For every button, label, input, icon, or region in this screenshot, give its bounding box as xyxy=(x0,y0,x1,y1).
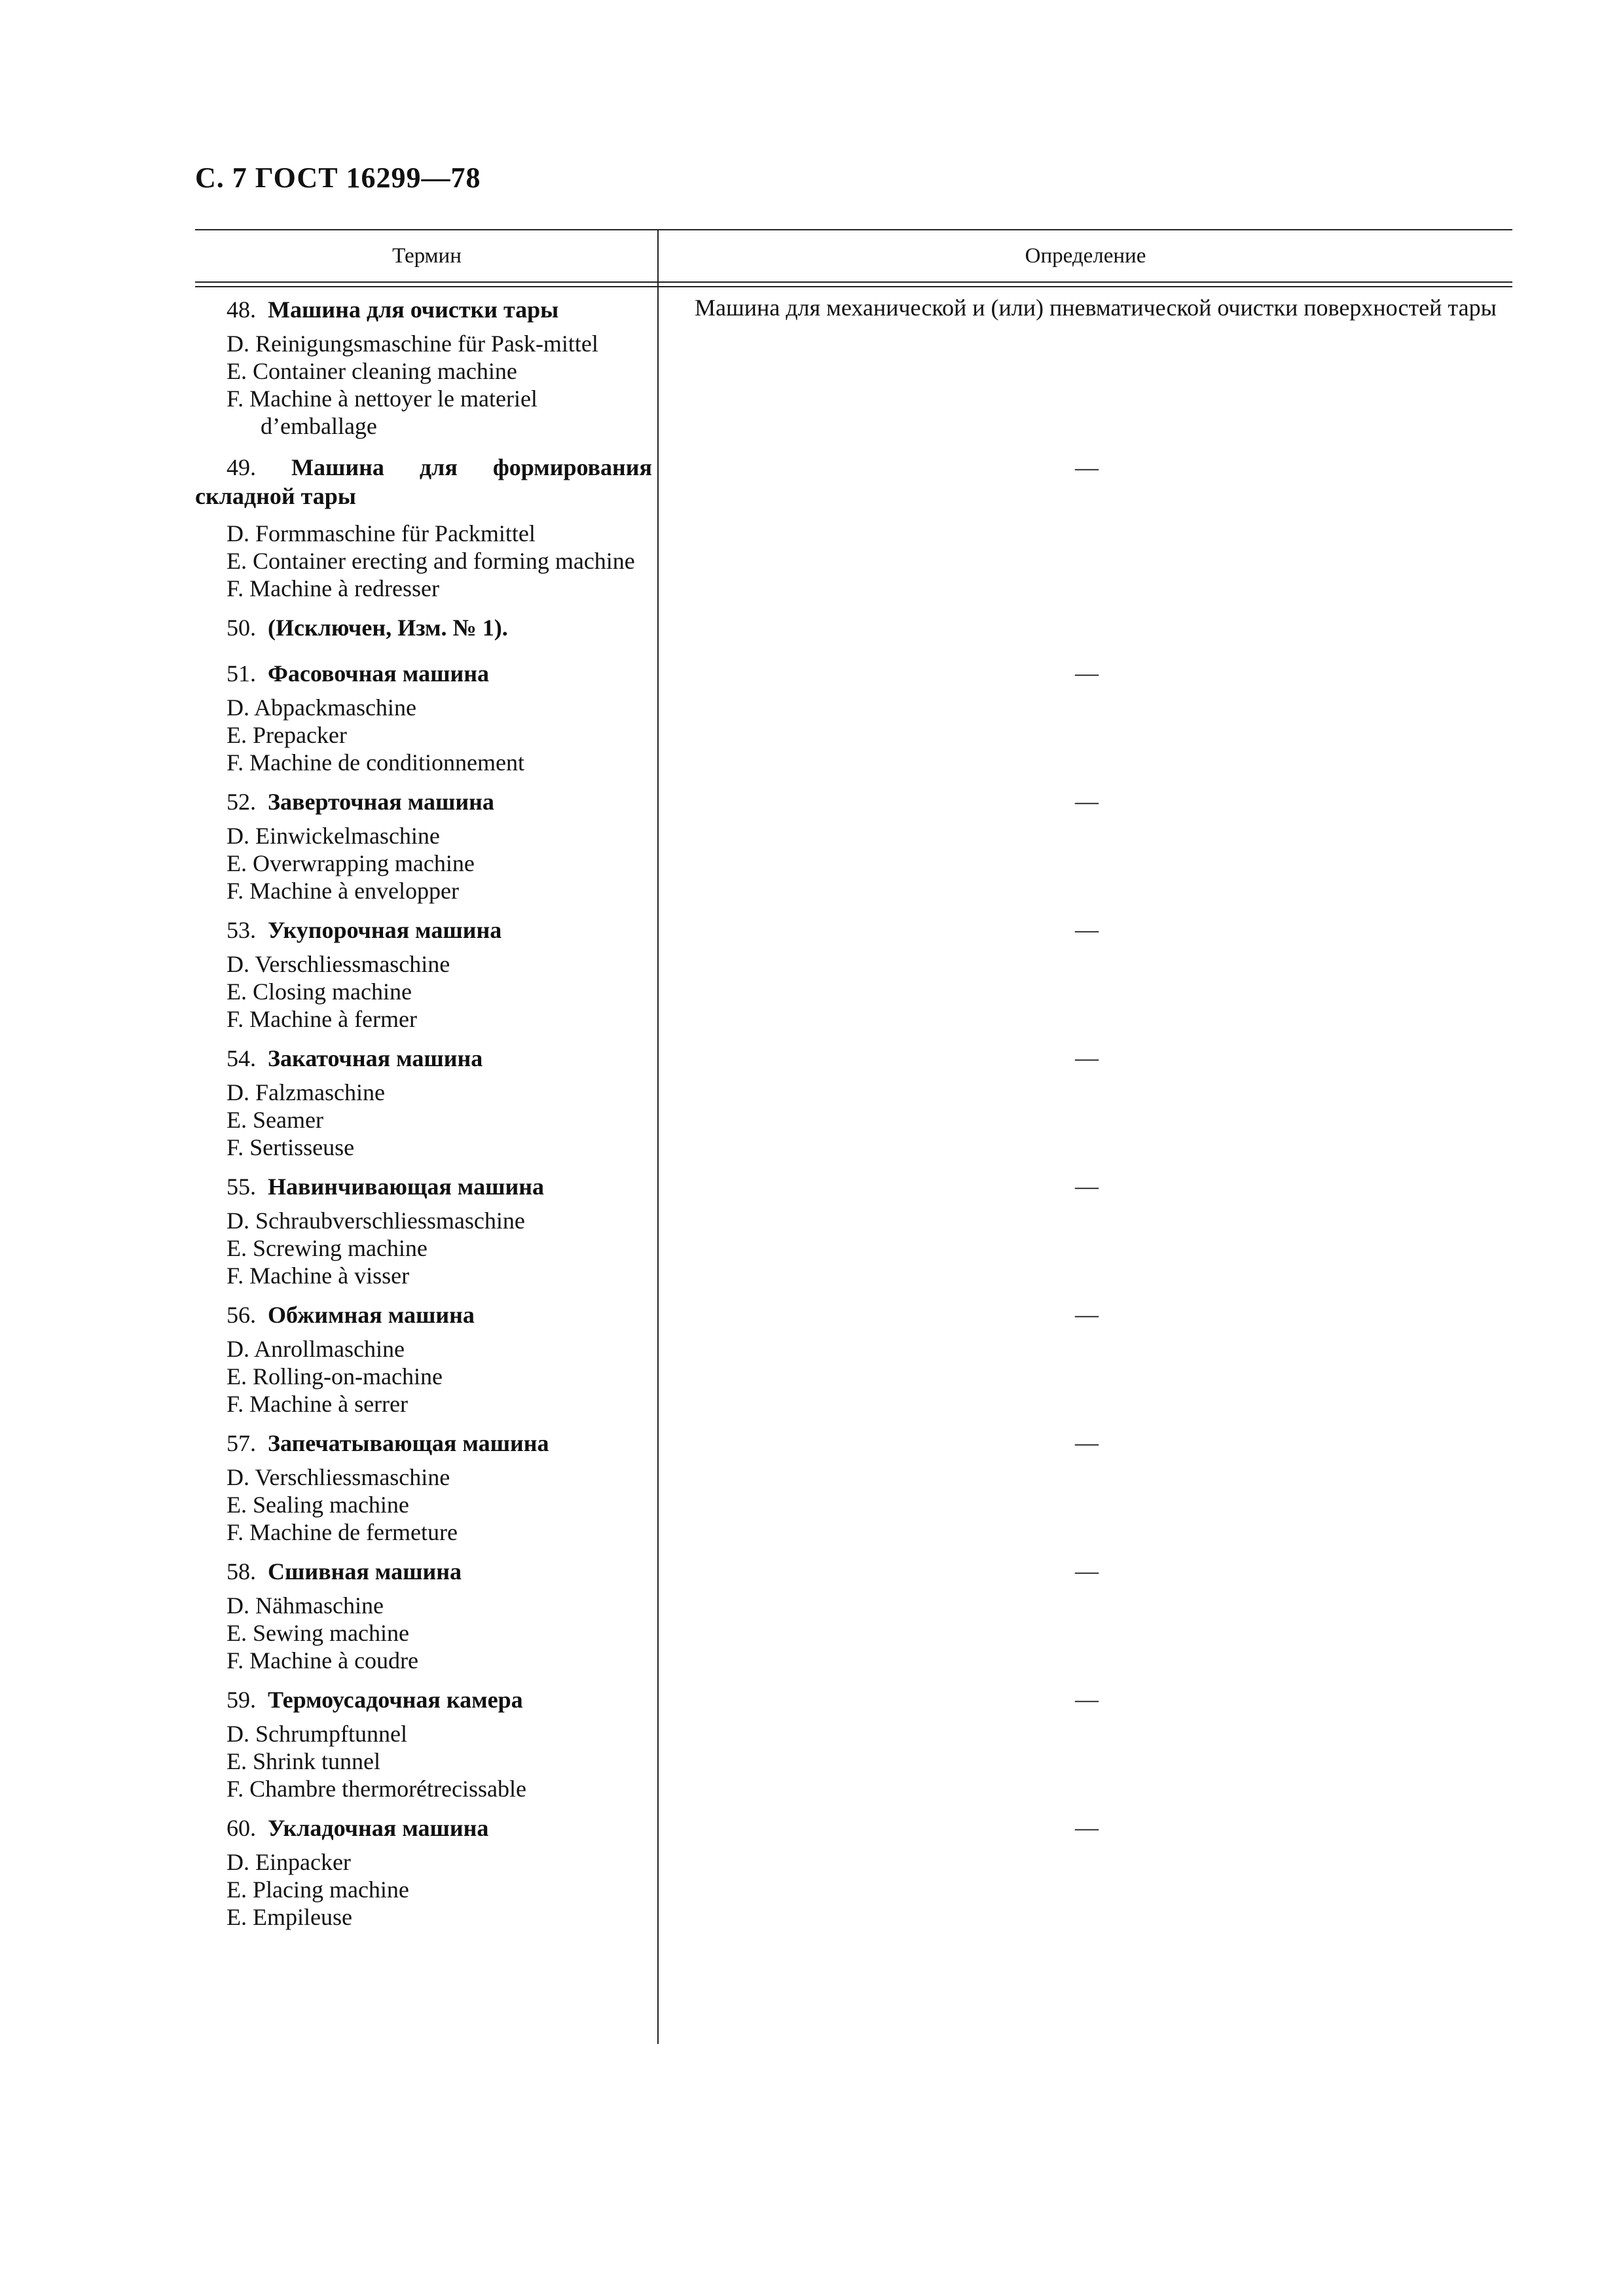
translation-line: F. Machine à visser xyxy=(227,1263,410,1289)
translation-line: E. Container cleaning machine xyxy=(227,358,517,384)
term-entry xyxy=(195,1808,1512,1931)
term-title xyxy=(195,910,652,950)
term-cell xyxy=(195,1808,659,1931)
term-translations xyxy=(195,1592,652,1674)
page-header: С. 7 ГОСТ 16299—78 xyxy=(195,162,481,194)
term-entry xyxy=(195,781,1512,905)
term-name: Заверточная машина xyxy=(268,789,494,815)
definition-cell xyxy=(659,1166,1512,1289)
term-cell xyxy=(195,1295,659,1418)
definition-cell xyxy=(659,1423,1512,1546)
column-header-definition: Определение xyxy=(1025,243,1146,268)
term-translations xyxy=(195,1335,652,1418)
translation-line: D. Nähmaschine xyxy=(227,1592,384,1619)
translation-line: E. Overwrapping machine xyxy=(227,850,475,876)
term-number: 60. xyxy=(227,1815,256,1841)
definition-dash: — xyxy=(1075,1045,1099,1071)
term-name: Навинчивающая машина xyxy=(268,1174,544,1200)
translation-line: D. Formmaschine für Packmittel xyxy=(227,520,536,547)
term-translations xyxy=(195,1079,652,1161)
translation-line: D. Einpacker xyxy=(227,1849,351,1875)
translation-line: D. Einwickelmaschine xyxy=(227,823,440,849)
term-title xyxy=(195,1038,652,1079)
translation-line: D. Schraubverschliessmaschine xyxy=(227,1208,525,1234)
term-name: (Исключен, Изм. № 1). xyxy=(268,615,508,641)
translation-line: D. Verschliessmaschine xyxy=(227,1464,450,1490)
term-title xyxy=(195,1166,652,1207)
definition-dash: — xyxy=(1075,1558,1099,1584)
table-body xyxy=(195,283,1512,1931)
term-entry xyxy=(195,607,1512,648)
column-divider xyxy=(657,229,659,2044)
term-entry xyxy=(195,1038,1512,1161)
term-entry xyxy=(195,1423,1512,1546)
term-title xyxy=(195,781,652,822)
definition-cell xyxy=(659,607,1512,648)
translation-line: D. Falzmaschine xyxy=(227,1079,385,1105)
term-number: 52. xyxy=(227,789,256,815)
term-translations xyxy=(195,1848,652,1931)
definition-cell xyxy=(659,1295,1512,1418)
term-cell xyxy=(195,1679,659,1803)
term-translations xyxy=(195,330,652,440)
translation-line: F. Chambre thermorétrecissable xyxy=(227,1776,526,1802)
definition-dash: — xyxy=(1075,1301,1099,1327)
term-number: 54. xyxy=(227,1045,256,1071)
term-title xyxy=(195,1808,652,1848)
definition-cell xyxy=(659,289,1512,440)
definition-cell xyxy=(659,1679,1512,1803)
term-cell xyxy=(195,607,659,648)
table-header-row xyxy=(195,230,1512,283)
term-title xyxy=(195,445,652,511)
term-entry xyxy=(195,1679,1512,1803)
definition-cell xyxy=(659,653,1512,776)
definition-dash: — xyxy=(1075,788,1099,814)
translation-line: E. Sealing machine xyxy=(227,1492,409,1518)
definition-cell xyxy=(659,781,1512,905)
translation-line: F. Machine à serrer xyxy=(227,1391,408,1417)
term-name: Укладочная машина xyxy=(268,1815,489,1841)
term-name: Укупорочная машина xyxy=(268,917,502,943)
term-cell xyxy=(195,910,659,1033)
term-number: 53. xyxy=(227,917,256,943)
term-number: 59. xyxy=(227,1687,256,1713)
definition-dash: — xyxy=(1075,1429,1099,1456)
definition-cell xyxy=(659,1551,1512,1674)
translation-line: D. Abpackmaschine xyxy=(227,694,416,721)
translation-line: E. Shrink tunnel xyxy=(227,1748,380,1774)
definition-cell xyxy=(659,1808,1512,1931)
term-name-line1: Машина для формирования xyxy=(291,454,652,480)
term-name: Фасовочная машина xyxy=(268,660,489,687)
term-title xyxy=(195,1551,652,1592)
term-name: Термоусадочная камера xyxy=(268,1687,523,1713)
translation-line: E. Seamer xyxy=(227,1107,323,1133)
term-name: Закаточная машина xyxy=(268,1045,483,1071)
term-name: Сшивная машина xyxy=(268,1558,462,1585)
term-title xyxy=(195,1679,652,1720)
translation-line: F. Machine à coudre xyxy=(227,1647,419,1674)
term-entry xyxy=(195,1166,1512,1289)
translation-line: E. Prepacker xyxy=(227,722,347,748)
term-entry xyxy=(195,445,1512,602)
term-number: 48. xyxy=(227,296,256,323)
term-entry xyxy=(195,1295,1512,1418)
translation-line: F. Machine de conditionnement xyxy=(227,749,525,776)
term-cell xyxy=(195,445,659,602)
translation-line: D. Verschliessmaschine xyxy=(227,951,450,977)
definition-dash: — xyxy=(1075,454,1099,480)
term-title xyxy=(195,607,652,648)
term-number: 56. xyxy=(227,1302,256,1328)
term-number: 51. xyxy=(227,660,256,687)
translation-line: F. Machine à envelopper xyxy=(227,878,459,904)
term-number: 57. xyxy=(227,1430,256,1456)
translation-line: E. Empileuse xyxy=(227,1904,352,1930)
definition-dash: — xyxy=(1075,916,1099,942)
term-cell xyxy=(195,289,659,440)
term-number: 49. xyxy=(227,454,256,480)
term-title xyxy=(195,1423,652,1463)
translation-line: E. Screwing machine xyxy=(227,1235,428,1261)
translation-line: F. Sertisseuse xyxy=(227,1134,355,1160)
term-title xyxy=(195,289,652,330)
term-translations xyxy=(195,822,652,905)
definition-dash: — xyxy=(1075,1814,1099,1840)
term-name-line2: складной тары xyxy=(195,483,356,509)
term-entry xyxy=(195,289,1512,440)
translation-line: F. Machine à fermer xyxy=(227,1006,417,1032)
translation-line: E. Closing machine xyxy=(227,978,412,1005)
translation-line: F. Machine à redresser xyxy=(227,575,439,601)
term-translations xyxy=(195,511,652,602)
definition-cell xyxy=(659,910,1512,1033)
definition-cell xyxy=(659,445,1512,602)
term-translations xyxy=(195,1207,652,1289)
term-translations xyxy=(195,1463,652,1546)
translation-line: F. Machine de fermeture xyxy=(227,1519,458,1545)
term-entry xyxy=(195,653,1512,776)
definition-text: Машина для механической и (или) пневматической очистки поверхностей тары xyxy=(695,295,1497,321)
translation-line: D. Reinigungsmaschine für Pask-mittel xyxy=(227,331,598,357)
term-cell xyxy=(195,1166,659,1289)
terms-table xyxy=(195,229,1512,1936)
translation-line: E. Rolling-on-machine xyxy=(227,1363,443,1390)
term-cell xyxy=(195,781,659,905)
term-entry xyxy=(195,1551,1512,1674)
term-number: 55. xyxy=(227,1174,256,1200)
term-cell xyxy=(195,1038,659,1161)
term-cell xyxy=(195,1423,659,1546)
translation-line: F. Machine à nettoyer le materiel d’emballage xyxy=(227,386,538,439)
definition-cell xyxy=(659,1038,1512,1161)
term-cell xyxy=(195,653,659,776)
term-title xyxy=(195,653,652,694)
term-number: 50. xyxy=(227,615,256,641)
term-entry xyxy=(195,910,1512,1033)
term-name: Обжимная машина xyxy=(268,1302,475,1328)
translation-line: E. Placing machine xyxy=(227,1876,409,1903)
definition-dash: — xyxy=(1075,1173,1099,1199)
term-translations xyxy=(195,1720,652,1803)
column-header-term: Термин xyxy=(392,243,462,268)
definition-dash: — xyxy=(1075,660,1099,686)
definition-dash: — xyxy=(1075,1686,1099,1712)
translation-line: E. Container erecting and forming machine xyxy=(227,548,635,574)
term-title xyxy=(195,1295,652,1335)
translation-line: E. Sewing machine xyxy=(227,1620,409,1646)
term-translations xyxy=(195,694,652,776)
term-cell xyxy=(195,1551,659,1674)
term-number: 58. xyxy=(227,1558,256,1585)
term-name: Машина для очистки тары xyxy=(268,296,559,323)
term-name: Запечатывающая машина xyxy=(268,1430,549,1456)
translation-line: D. Anrollmaschine xyxy=(227,1336,405,1362)
term-translations xyxy=(195,950,652,1033)
translation-line: D. Schrumpftunnel xyxy=(227,1721,407,1747)
